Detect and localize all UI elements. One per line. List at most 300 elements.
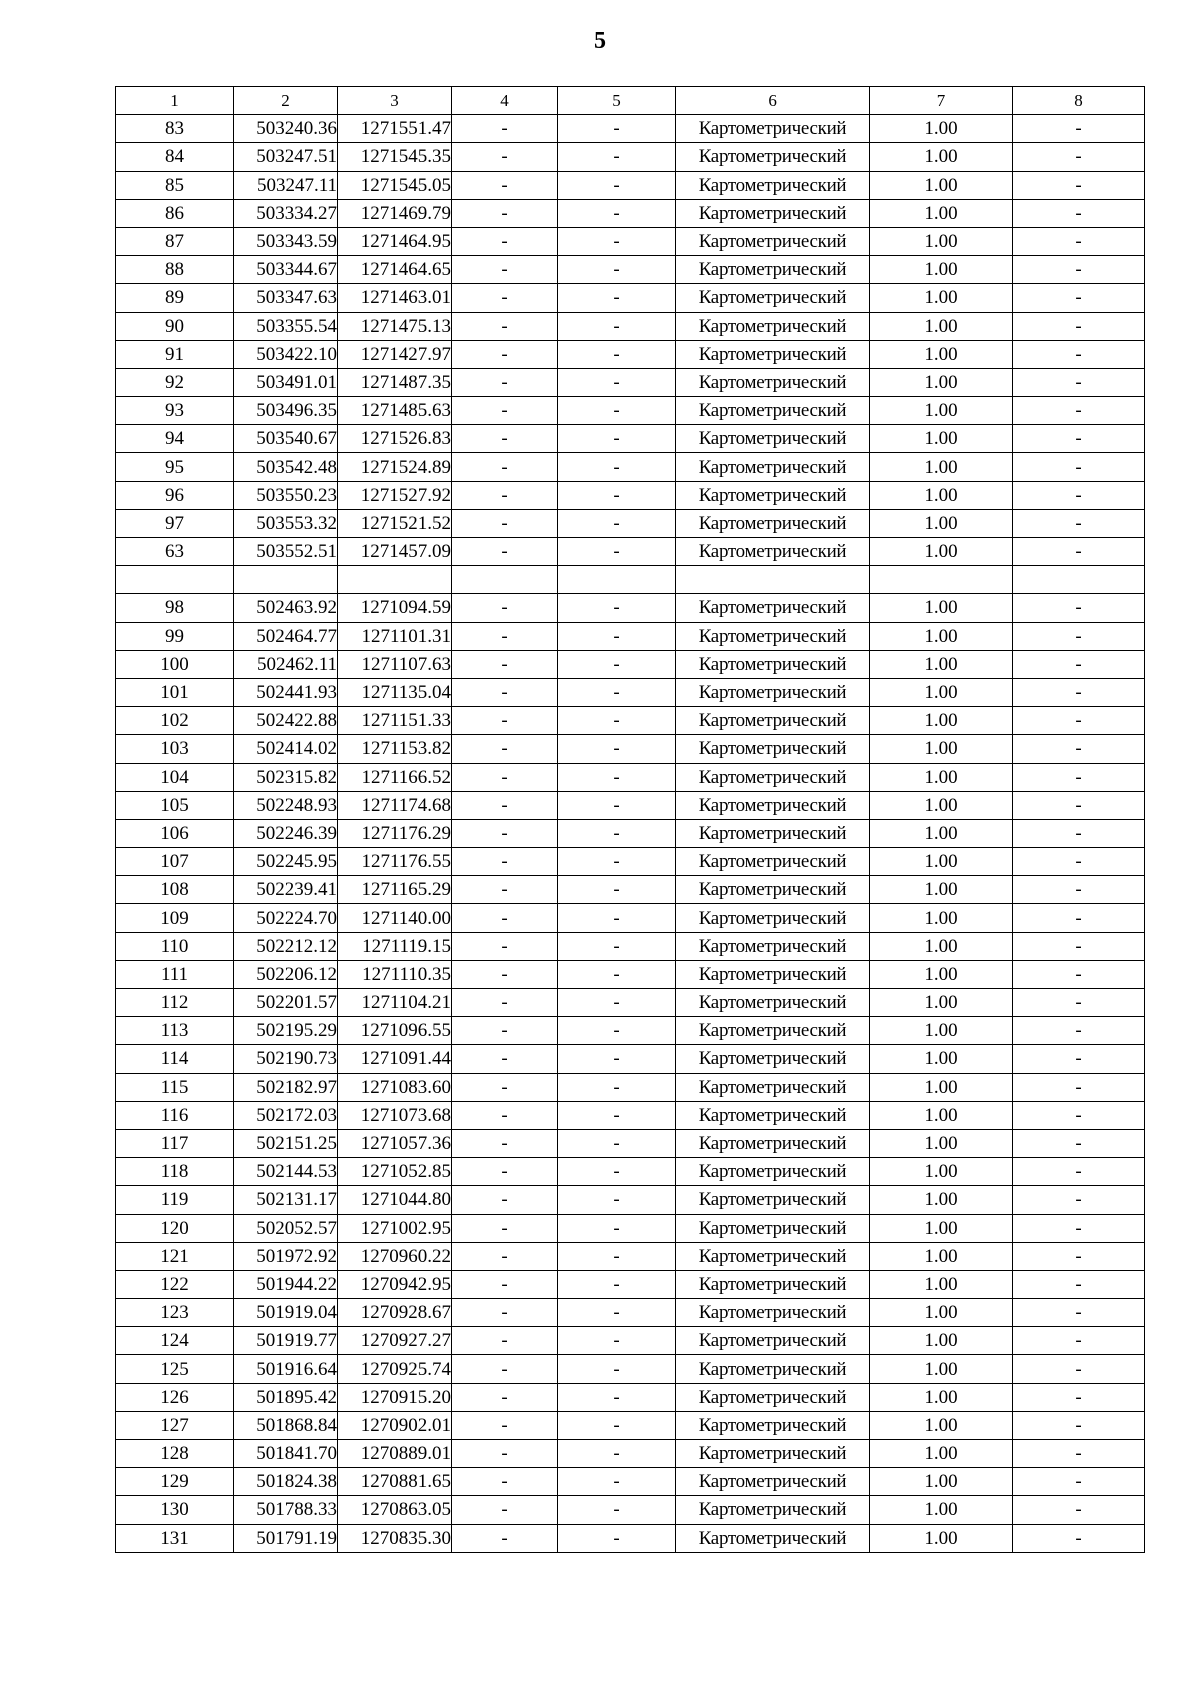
- accuracy-cell: 1.00: [870, 1411, 1013, 1439]
- col4-cell: -: [452, 1242, 558, 1270]
- table-row: [116, 1186, 1145, 1214]
- table-row: [116, 1383, 1145, 1411]
- col5-cell: -: [558, 594, 676, 622]
- table-row: [116, 932, 1145, 960]
- x-coordinate-cell: 501788.33: [234, 1496, 338, 1524]
- method-cell: Картометрический: [676, 1383, 870, 1411]
- method-cell: Картометрический: [676, 1158, 870, 1186]
- col5-cell: -: [558, 650, 676, 678]
- point-number-cell: 125: [116, 1355, 234, 1383]
- y-coordinate-cell: 1271135.04: [338, 678, 452, 706]
- y-coordinate-cell: 1271427.97: [338, 340, 452, 368]
- accuracy-cell: 1.00: [870, 1101, 1013, 1129]
- col8-cell: -: [1013, 1383, 1145, 1411]
- point-number-cell: 120: [116, 1214, 234, 1242]
- col4-cell: -: [452, 453, 558, 481]
- x-coordinate-cell: 503540.67: [234, 425, 338, 453]
- col4-cell: -: [452, 397, 558, 425]
- table-row: [116, 1270, 1145, 1298]
- table-row: [116, 1327, 1145, 1355]
- point-number-cell: 113: [116, 1017, 234, 1045]
- x-coordinate-cell: 502246.39: [234, 819, 338, 847]
- point-number-cell: 63: [116, 538, 234, 566]
- point-number-cell: 103: [116, 735, 234, 763]
- method-cell: Картометрический: [676, 171, 870, 199]
- x-coordinate-cell: 502224.70: [234, 904, 338, 932]
- column-header: 4: [452, 87, 558, 115]
- point-number-cell: 91: [116, 340, 234, 368]
- point-number-cell: 108: [116, 876, 234, 904]
- col8-cell: -: [1013, 678, 1145, 706]
- col4-cell: -: [452, 622, 558, 650]
- x-coordinate-cell: 503491.01: [234, 368, 338, 396]
- col8-cell: -: [1013, 1017, 1145, 1045]
- y-coordinate-cell: 1271153.82: [338, 735, 452, 763]
- col4-cell: -: [452, 876, 558, 904]
- col8-cell: -: [1013, 876, 1145, 904]
- accuracy-cell: 1.00: [870, 791, 1013, 819]
- method-cell: Картометрический: [676, 227, 870, 255]
- col5-cell: -: [558, 791, 676, 819]
- accuracy-cell: 1.00: [870, 622, 1013, 650]
- accuracy-cell: 1.00: [870, 143, 1013, 171]
- col4-cell: -: [452, 1073, 558, 1101]
- point-number-cell: 123: [116, 1299, 234, 1327]
- table-row: [116, 368, 1145, 396]
- point-number-cell: 86: [116, 199, 234, 227]
- y-coordinate-cell: 1271057.36: [338, 1129, 452, 1157]
- table-body: [116, 87, 1145, 1553]
- col5-cell: -: [558, 876, 676, 904]
- method-cell: Картометрический: [676, 1242, 870, 1270]
- col8-cell: -: [1013, 650, 1145, 678]
- table-row: [116, 1101, 1145, 1129]
- col8-cell: -: [1013, 1496, 1145, 1524]
- y-coordinate-cell: 1271096.55: [338, 1017, 452, 1045]
- y-coordinate-cell: 1271463.01: [338, 284, 452, 312]
- col5-cell: -: [558, 1158, 676, 1186]
- col4-cell: -: [452, 707, 558, 735]
- point-number-cell: 111: [116, 960, 234, 988]
- x-coordinate-cell: 503355.54: [234, 312, 338, 340]
- column-header: 5: [558, 87, 676, 115]
- point-number-cell: 88: [116, 256, 234, 284]
- accuracy-cell: 1.00: [870, 397, 1013, 425]
- col4-cell: -: [452, 1440, 558, 1468]
- accuracy-cell: 1.00: [870, 735, 1013, 763]
- method-cell: Картометрический: [676, 256, 870, 284]
- accuracy-cell: 1.00: [870, 1383, 1013, 1411]
- col4-cell: -: [452, 848, 558, 876]
- x-coordinate-cell: 502151.25: [234, 1129, 338, 1157]
- method-cell: Картометрический: [676, 284, 870, 312]
- accuracy-cell: 1.00: [870, 1073, 1013, 1101]
- accuracy-cell: 1.00: [870, 1440, 1013, 1468]
- x-coordinate-cell: [234, 566, 338, 594]
- col5-cell: -: [558, 115, 676, 143]
- point-number-cell: 107: [116, 848, 234, 876]
- method-cell: Картометрический: [676, 1186, 870, 1214]
- table-row: [116, 1129, 1145, 1157]
- point-number-cell: 106: [116, 819, 234, 847]
- accuracy-cell: 1.00: [870, 227, 1013, 255]
- table-header-row: [116, 87, 1145, 115]
- accuracy-cell: 1.00: [870, 256, 1013, 284]
- y-coordinate-cell: 1270835.30: [338, 1524, 452, 1552]
- method-cell: Картометрический: [676, 397, 870, 425]
- col5-cell: -: [558, 312, 676, 340]
- method-cell: Картометрический: [676, 1355, 870, 1383]
- table-row: [116, 566, 1145, 594]
- x-coordinate-cell: 502144.53: [234, 1158, 338, 1186]
- col4-cell: -: [452, 1496, 558, 1524]
- point-number-cell: 116: [116, 1101, 234, 1129]
- method-cell: Картометрический: [676, 1101, 870, 1129]
- point-number-cell: 109: [116, 904, 234, 932]
- y-coordinate-cell: 1271487.35: [338, 368, 452, 396]
- table-row: [116, 678, 1145, 706]
- method-cell: Картометрический: [676, 594, 870, 622]
- col5-cell: -: [558, 1073, 676, 1101]
- col5-cell: -: [558, 1411, 676, 1439]
- method-cell: Картометрический: [676, 538, 870, 566]
- col4-cell: -: [452, 1045, 558, 1073]
- x-coordinate-cell: 502248.93: [234, 791, 338, 819]
- col8-cell: -: [1013, 707, 1145, 735]
- point-number-cell: 124: [116, 1327, 234, 1355]
- col5-cell: -: [558, 1524, 676, 1552]
- col8-cell: -: [1013, 1073, 1145, 1101]
- col5-cell: -: [558, 509, 676, 537]
- point-number-cell: 119: [116, 1186, 234, 1214]
- accuracy-cell: 1.00: [870, 1355, 1013, 1383]
- col8-cell: [1013, 566, 1145, 594]
- table-row: [116, 1214, 1145, 1242]
- col8-cell: -: [1013, 819, 1145, 847]
- point-number-cell: 87: [116, 227, 234, 255]
- method-cell: Картометрический: [676, 425, 870, 453]
- col5-cell: -: [558, 256, 676, 284]
- col4-cell: -: [452, 509, 558, 537]
- col8-cell: -: [1013, 1468, 1145, 1496]
- table-row: [116, 1242, 1145, 1270]
- table-row: [116, 904, 1145, 932]
- col4-cell: -: [452, 1101, 558, 1129]
- y-coordinate-cell: 1270927.27: [338, 1327, 452, 1355]
- y-coordinate-cell: 1271545.05: [338, 171, 452, 199]
- col4-cell: -: [452, 960, 558, 988]
- method-cell: Картометрический: [676, 340, 870, 368]
- method-cell: Картометрический: [676, 1411, 870, 1439]
- col5-cell: -: [558, 397, 676, 425]
- y-coordinate-cell: 1271044.80: [338, 1186, 452, 1214]
- table-row: [116, 989, 1145, 1017]
- accuracy-cell: 1.00: [870, 1242, 1013, 1270]
- accuracy-cell: 1.00: [870, 312, 1013, 340]
- col8-cell: -: [1013, 538, 1145, 566]
- accuracy-cell: 1.00: [870, 1468, 1013, 1496]
- col5-cell: -: [558, 960, 676, 988]
- column-header: 6: [676, 87, 870, 115]
- x-coordinate-cell: 502422.88: [234, 707, 338, 735]
- x-coordinate-cell: 503550.23: [234, 481, 338, 509]
- col8-cell: -: [1013, 143, 1145, 171]
- col4-cell: -: [452, 538, 558, 566]
- y-coordinate-cell: 1271545.35: [338, 143, 452, 171]
- method-cell: Картометрический: [676, 1073, 870, 1101]
- method-cell: Картометрический: [676, 1045, 870, 1073]
- table-row: [116, 876, 1145, 904]
- point-number-cell: 131: [116, 1524, 234, 1552]
- col8-cell: -: [1013, 763, 1145, 791]
- col4-cell: -: [452, 481, 558, 509]
- accuracy-cell: 1.00: [870, 594, 1013, 622]
- y-coordinate-cell: 1271485.63: [338, 397, 452, 425]
- method-cell: Картометрический: [676, 199, 870, 227]
- col8-cell: -: [1013, 425, 1145, 453]
- col8-cell: -: [1013, 1101, 1145, 1129]
- table-row: [116, 256, 1145, 284]
- table-row: [116, 453, 1145, 481]
- point-number-cell: 95: [116, 453, 234, 481]
- accuracy-cell: 1.00: [870, 763, 1013, 791]
- col4-cell: -: [452, 1411, 558, 1439]
- col4-cell: -: [452, 650, 558, 678]
- col4-cell: [452, 566, 558, 594]
- col4-cell: -: [452, 1017, 558, 1045]
- x-coordinate-cell: 502131.17: [234, 1186, 338, 1214]
- col5-cell: -: [558, 227, 676, 255]
- col4-cell: -: [452, 1355, 558, 1383]
- table-row: [116, 1045, 1145, 1073]
- col8-cell: -: [1013, 1158, 1145, 1186]
- y-coordinate-cell: 1270889.01: [338, 1440, 452, 1468]
- method-cell: Картометрический: [676, 1017, 870, 1045]
- table-row: [116, 791, 1145, 819]
- col4-cell: -: [452, 904, 558, 932]
- y-coordinate-cell: [338, 566, 452, 594]
- table-row: [116, 594, 1145, 622]
- col4-cell: -: [452, 227, 558, 255]
- method-cell: Картометрический: [676, 819, 870, 847]
- col4-cell: -: [452, 594, 558, 622]
- col5-cell: -: [558, 1440, 676, 1468]
- table-row: [116, 425, 1145, 453]
- accuracy-cell: 1.00: [870, 171, 1013, 199]
- col5-cell: -: [558, 678, 676, 706]
- col4-cell: -: [452, 256, 558, 284]
- table-row: [116, 848, 1145, 876]
- method-cell: Картометрический: [676, 1270, 870, 1298]
- x-coordinate-cell: 502239.41: [234, 876, 338, 904]
- col8-cell: -: [1013, 481, 1145, 509]
- table-row: [116, 650, 1145, 678]
- x-coordinate-cell: 503347.63: [234, 284, 338, 312]
- accuracy-cell: 1.00: [870, 509, 1013, 537]
- col5-cell: -: [558, 1186, 676, 1214]
- method-cell: Картометрический: [676, 115, 870, 143]
- col5-cell: -: [558, 1242, 676, 1270]
- col8-cell: -: [1013, 622, 1145, 650]
- y-coordinate-cell: 1271475.13: [338, 312, 452, 340]
- y-coordinate-cell: 1271083.60: [338, 1073, 452, 1101]
- y-coordinate-cell: 1271073.68: [338, 1101, 452, 1129]
- x-coordinate-cell: 502195.29: [234, 1017, 338, 1045]
- y-coordinate-cell: 1271527.92: [338, 481, 452, 509]
- col5-cell: -: [558, 622, 676, 650]
- accuracy-cell: 1.00: [870, 453, 1013, 481]
- column-header: 7: [870, 87, 1013, 115]
- col4-cell: -: [452, 1468, 558, 1496]
- y-coordinate-cell: 1270960.22: [338, 1242, 452, 1270]
- col8-cell: -: [1013, 284, 1145, 312]
- col4-cell: -: [452, 312, 558, 340]
- point-number-cell: 85: [116, 171, 234, 199]
- point-number-cell: [116, 566, 234, 594]
- y-coordinate-cell: 1270915.20: [338, 1383, 452, 1411]
- col5-cell: -: [558, 425, 676, 453]
- table-row: [116, 1496, 1145, 1524]
- y-coordinate-cell: 1271140.00: [338, 904, 452, 932]
- x-coordinate-cell: 501895.42: [234, 1383, 338, 1411]
- table-row: [116, 960, 1145, 988]
- x-coordinate-cell: 501841.70: [234, 1440, 338, 1468]
- y-coordinate-cell: 1271176.55: [338, 848, 452, 876]
- col4-cell: -: [452, 1524, 558, 1552]
- col4-cell: -: [452, 425, 558, 453]
- point-number-cell: 128: [116, 1440, 234, 1468]
- col4-cell: -: [452, 1327, 558, 1355]
- point-number-cell: 126: [116, 1383, 234, 1411]
- col5-cell: -: [558, 143, 676, 171]
- method-cell: Картометрический: [676, 1214, 870, 1242]
- col8-cell: -: [1013, 340, 1145, 368]
- x-coordinate-cell: 502190.73: [234, 1045, 338, 1073]
- accuracy-cell: 1.00: [870, 340, 1013, 368]
- accuracy-cell: 1.00: [870, 707, 1013, 735]
- col4-cell: -: [452, 171, 558, 199]
- method-cell: Картометрический: [676, 481, 870, 509]
- col4-cell: -: [452, 763, 558, 791]
- point-number-cell: 110: [116, 932, 234, 960]
- accuracy-cell: 1.00: [870, 1299, 1013, 1327]
- col5-cell: -: [558, 1045, 676, 1073]
- y-coordinate-cell: 1271526.83: [338, 425, 452, 453]
- accuracy-cell: 1.00: [870, 538, 1013, 566]
- accuracy-cell: 1.00: [870, 819, 1013, 847]
- col5-cell: [558, 566, 676, 594]
- table-row: [116, 312, 1145, 340]
- col4-cell: -: [452, 368, 558, 396]
- table-row: [116, 1524, 1145, 1552]
- accuracy-cell: 1.00: [870, 960, 1013, 988]
- col8-cell: -: [1013, 1186, 1145, 1214]
- x-coordinate-cell: 502414.02: [234, 735, 338, 763]
- table-row: [116, 1073, 1145, 1101]
- accuracy-cell: 1.00: [870, 368, 1013, 396]
- col5-cell: -: [558, 171, 676, 199]
- col4-cell: -: [452, 1158, 558, 1186]
- x-coordinate-cell: 503496.35: [234, 397, 338, 425]
- y-coordinate-cell: 1271002.95: [338, 1214, 452, 1242]
- x-coordinate-cell: 501919.04: [234, 1299, 338, 1327]
- table-row: [116, 763, 1145, 791]
- column-header: 2: [234, 87, 338, 115]
- method-cell: Картометрический: [676, 960, 870, 988]
- table-row: [116, 227, 1145, 255]
- accuracy-cell: 1.00: [870, 1327, 1013, 1355]
- point-number-cell: 94: [116, 425, 234, 453]
- y-coordinate-cell: 1271104.21: [338, 989, 452, 1017]
- col8-cell: -: [1013, 256, 1145, 284]
- table-row: [116, 143, 1145, 171]
- method-cell: Картометрический: [676, 650, 870, 678]
- col5-cell: -: [558, 707, 676, 735]
- table-row: [116, 819, 1145, 847]
- col5-cell: -: [558, 453, 676, 481]
- x-coordinate-cell: 502463.92: [234, 594, 338, 622]
- col5-cell: -: [558, 819, 676, 847]
- accuracy-cell: 1.00: [870, 932, 1013, 960]
- method-cell: Картометрический: [676, 876, 870, 904]
- y-coordinate-cell: 1271166.52: [338, 763, 452, 791]
- col8-cell: -: [1013, 1524, 1145, 1552]
- col5-cell: -: [558, 735, 676, 763]
- x-coordinate-cell: 501972.92: [234, 1242, 338, 1270]
- y-coordinate-cell: 1271119.15: [338, 932, 452, 960]
- accuracy-cell: 1.00: [870, 1524, 1013, 1552]
- col5-cell: -: [558, 1355, 676, 1383]
- x-coordinate-cell: 503542.48: [234, 453, 338, 481]
- col5-cell: -: [558, 932, 676, 960]
- accuracy-cell: 1.00: [870, 678, 1013, 706]
- col5-cell: -: [558, 1129, 676, 1157]
- method-cell: Картометрический: [676, 735, 870, 763]
- col8-cell: -: [1013, 1440, 1145, 1468]
- table-row: [116, 115, 1145, 143]
- method-cell: Картометрический: [676, 678, 870, 706]
- col8-cell: -: [1013, 115, 1145, 143]
- method-cell: Картометрический: [676, 1299, 870, 1327]
- table-row: [116, 284, 1145, 312]
- x-coordinate-cell: 501791.19: [234, 1524, 338, 1552]
- y-coordinate-cell: 1270902.01: [338, 1411, 452, 1439]
- accuracy-cell: 1.00: [870, 876, 1013, 904]
- x-coordinate-cell: 503334.27: [234, 199, 338, 227]
- y-coordinate-cell: 1271101.31: [338, 622, 452, 650]
- method-cell: Картометрический: [676, 707, 870, 735]
- col4-cell: -: [452, 1299, 558, 1327]
- accuracy-cell: 1.00: [870, 115, 1013, 143]
- y-coordinate-cell: 1270942.95: [338, 1270, 452, 1298]
- table-row: [116, 735, 1145, 763]
- y-coordinate-cell: 1271151.33: [338, 707, 452, 735]
- coordinates-table: [115, 86, 1145, 1553]
- method-cell: Картометрический: [676, 848, 870, 876]
- col5-cell: -: [558, 1017, 676, 1045]
- point-number-cell: 114: [116, 1045, 234, 1073]
- col4-cell: -: [452, 1186, 558, 1214]
- col8-cell: -: [1013, 791, 1145, 819]
- point-number-cell: 99: [116, 622, 234, 650]
- point-number-cell: 105: [116, 791, 234, 819]
- column-header: 3: [338, 87, 452, 115]
- y-coordinate-cell: 1271176.29: [338, 819, 452, 847]
- method-cell: Картометрический: [676, 1129, 870, 1157]
- x-coordinate-cell: 501919.77: [234, 1327, 338, 1355]
- col5-cell: -: [558, 284, 676, 312]
- y-coordinate-cell: 1271464.95: [338, 227, 452, 255]
